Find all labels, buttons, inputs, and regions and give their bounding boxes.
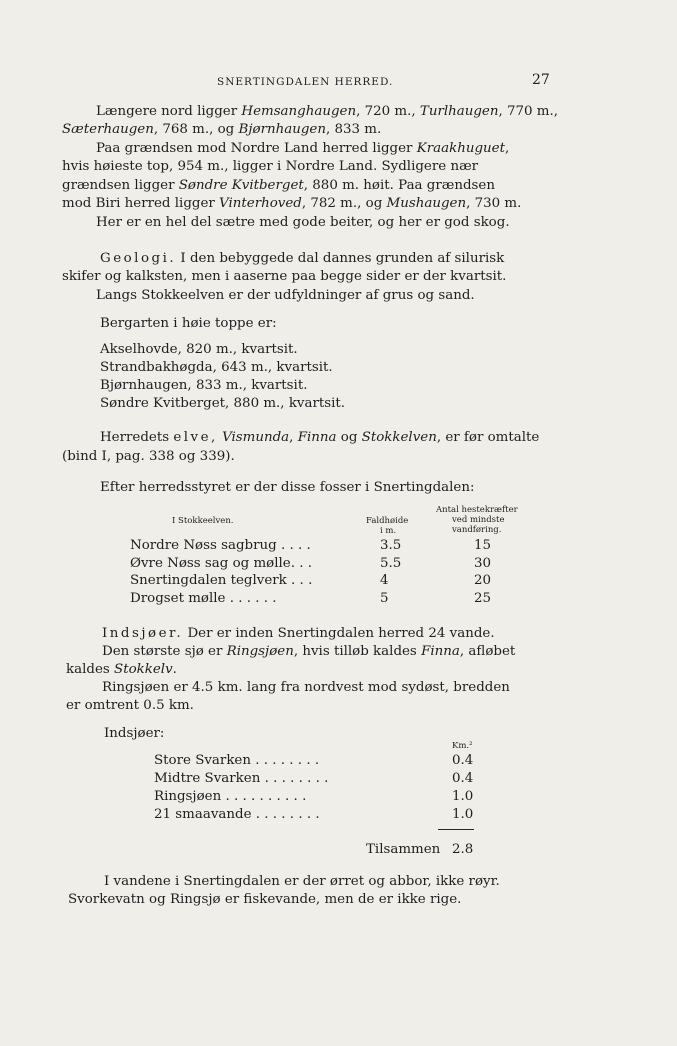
table-cell-horsepower: 15 (474, 538, 492, 553)
text-run: Her er en hel del sætre med gode beiter, og her er god skog. (96, 215, 510, 230)
italic-text: Søndre Kvitberget (178, 178, 304, 193)
text-run: Ringsjøen er 4.5 km. lang fra nordvest mod sydøst, bredden (102, 680, 510, 695)
text-run: , (289, 430, 298, 445)
rock-list-item: Søndre Kvitberget, 880 m., kvartsit. (100, 396, 346, 411)
table-row-name: Snertingdalen teglverk . . . (130, 573, 313, 588)
column-header-horsepower-l2: ved mindste (452, 515, 505, 525)
text-line (102, 626, 495, 641)
column-header-fall: Faldhøide (366, 516, 409, 526)
italic-text: Vinterhoved (219, 196, 302, 211)
table-cell-horsepower: 25 (474, 591, 492, 606)
text-line (62, 269, 506, 284)
rock-list-item: Bjørnhaugen, 833 m., kvartsit. (100, 378, 308, 393)
spaced-heading-text: Indsjøer. (102, 626, 184, 641)
table-row-name: Nordre Nøss sagbrug . . . . (130, 538, 311, 553)
text-line (102, 680, 510, 695)
italic-text: Vismunda (222, 430, 290, 445)
text-run: (bind I, pag. 338 og 339). (62, 449, 235, 464)
closing-line: Svorkevatn og Ringsjø er fiskevande, men de er ikke rige. (68, 892, 462, 907)
text-line (96, 215, 510, 230)
spaced-heading-text: Geologi. (100, 251, 177, 266)
text-line (66, 662, 177, 677)
table-cell-horsepower: 20 (474, 573, 492, 588)
page-number: 27 (532, 72, 550, 88)
text-run: skifer og kalksten, men i aaserne paa begge sider er der kvartsit. (62, 269, 507, 284)
text-run: Langs Stokkeelven er der udfyldninger af grus og sand. (96, 288, 475, 303)
table-row-name: Øvre Nøss sag og mølle. . . (130, 556, 313, 571)
table-cell-fall: 5.5 (380, 556, 402, 571)
table-cell-fall: 4 (380, 573, 389, 588)
table-cell-area: 1.0 (452, 807, 474, 822)
rock-list-item: Strandbakhøgda, 643 m., kvartsit. (100, 360, 333, 375)
text-run: mod Biri herred ligger (62, 196, 220, 211)
text-line (62, 178, 495, 193)
spaced-heading-text: elve, (173, 430, 218, 445)
text-line (62, 159, 478, 174)
text-run: , 833 m. (325, 122, 382, 137)
text-line (66, 698, 194, 713)
text-run: I den bebyggede dal dannes grunden af silurisk (176, 251, 505, 266)
text-run: , 768 m., og (153, 122, 239, 137)
table-row-name: Drogset mølle . . . . . . (130, 591, 277, 606)
column-header-fall-unit: i m. (380, 526, 397, 536)
text-run: , 720 m., (356, 104, 420, 119)
closing-line: I vandene i Snertingdalen er der ørret og abbor, ikke røyr. (104, 874, 500, 889)
text-line (100, 430, 539, 445)
text-run: og (336, 430, 362, 445)
column-header-area: Km.² (452, 741, 473, 751)
text-run: kaldes (66, 662, 115, 677)
table-cell-area: 1.0 (452, 789, 474, 804)
table-cell-area: 0.4 (452, 753, 474, 768)
text-run: , hvis tilløb kaldes (293, 644, 422, 659)
italic-text: Ringsjøen (226, 644, 294, 659)
lakes-intro: Indsjøer: (104, 726, 165, 741)
text-run: Længere nord ligger (96, 104, 242, 119)
text-line (100, 251, 504, 266)
italic-text: Turlhaugen (419, 104, 499, 119)
text-line (96, 104, 558, 119)
text-line (62, 196, 521, 211)
italic-text: Finna (297, 430, 337, 445)
text-line (102, 644, 515, 659)
text-run: , (504, 141, 510, 156)
running-header: SNERTINGDALEN HERRED. (217, 76, 394, 88)
table-cell-area: 0.4 (452, 771, 474, 786)
italic-text: Bjørnhaugen (238, 122, 326, 137)
text-run: , 770 m., (498, 104, 559, 119)
text-line (96, 141, 509, 156)
table-cell-fall: 5 (380, 591, 389, 606)
text-run: Der er inden Snertingdalen herred 24 vande. (183, 626, 495, 641)
text-run: Herredets (100, 430, 174, 445)
total-label: Tilsammen (366, 842, 441, 857)
italic-text: Kraakhuguet (416, 141, 505, 156)
text-line (62, 122, 381, 137)
table-cell-horsepower: 30 (474, 556, 492, 571)
text-run: , er før omtalte (436, 430, 540, 445)
text-run: er omtrent 0.5 km. (66, 698, 194, 713)
column-header-location: I Stokkeelven. (172, 516, 234, 526)
text-run: , afløbet (459, 644, 516, 659)
sum-rule (438, 829, 474, 830)
text-run: , 880 m. høit. Paa grændsen (303, 178, 495, 193)
text-run: , 782 m., og (301, 196, 387, 211)
total-value: 2.8 (452, 842, 474, 857)
italic-text: Stokkelven (361, 430, 437, 445)
text-run: . (172, 662, 177, 677)
table-row-name: Midtre Svarken . . . . . . . . (154, 771, 329, 786)
text-line (62, 449, 235, 464)
table-cell-fall: 3.5 (380, 538, 402, 553)
column-header-horsepower: Antal hestekræfter (436, 505, 518, 515)
text-run: , 730 m. (466, 196, 522, 211)
fosser-intro: Efter herredsstyret er der disse fosser i Snertingdalen: (100, 480, 475, 495)
table-row-name: 21 smaavande . . . . . . . . (154, 807, 320, 822)
italic-text: Mushaugen (386, 196, 467, 211)
rock-list-item: Akselhovde, 820 m., kvartsit. (100, 342, 298, 357)
bergarten-intro: Bergarten i høie toppe er: (100, 316, 277, 331)
italic-text: Hemsanghaugen (241, 104, 357, 119)
italic-text: Finna (421, 644, 460, 659)
table-row-name: Store Svarken . . . . . . . . (154, 753, 320, 768)
text-run: grændsen ligger (62, 178, 179, 193)
italic-text: Sæterhaugen (62, 122, 154, 137)
text-run: hvis høieste top, 954 m., ligger i Nordre Land. Sydligere nær (62, 159, 479, 174)
text-line (96, 288, 475, 303)
text-run: Den største sjø er (102, 644, 227, 659)
text-run: Paa grændsen mod Nordre Land herred ligger (96, 141, 417, 156)
table-row-name: Ringsjøen . . . . . . . . . . (154, 789, 307, 804)
italic-text: Stokkelv (114, 662, 173, 677)
column-header-horsepower-l3: vandføring. (452, 525, 502, 535)
